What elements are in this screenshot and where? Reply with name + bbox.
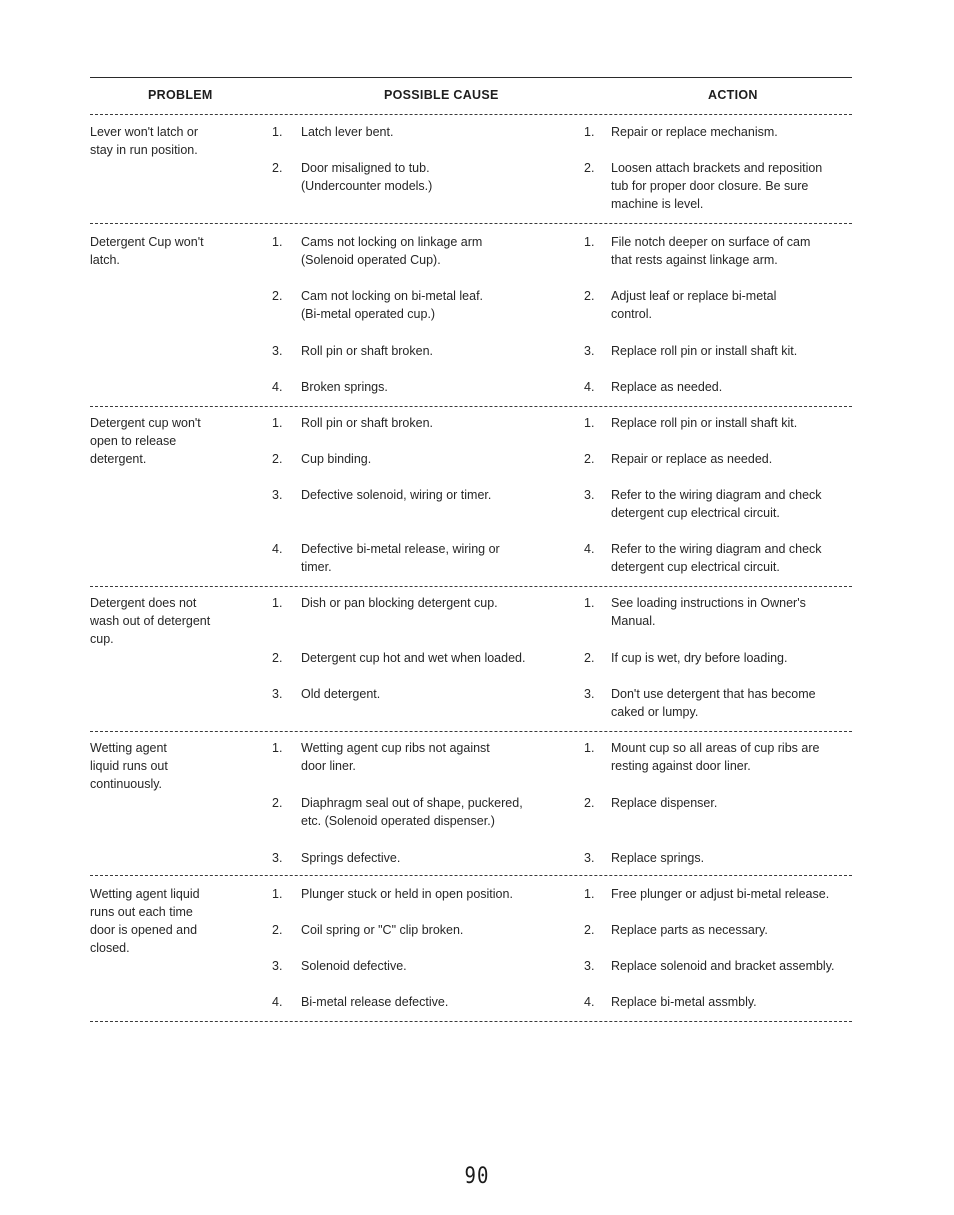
cause-text-line: Bi-metal release defective. [301,995,449,1009]
problem-text [90,594,250,648]
action-text-line: Replace solenoid and bracket assembly. [611,959,835,973]
action-text [611,123,856,141]
action-text-line: Replace dispenser. [611,796,718,810]
action-text-line: Replace roll pin or install shaft kit. [611,416,798,430]
problem-text-line: stay in run position. [90,143,198,157]
cause-text [301,123,571,141]
cause-text-line: Roll pin or shaft broken. [301,416,434,430]
cause-text-line: Solenoid defective. [301,959,407,973]
bottom-rule [90,1021,852,1022]
cause-text [301,739,571,775]
cause-text [301,233,571,269]
action-text [611,685,856,721]
action-number: 3. [584,851,595,865]
problem-text-line: runs out each time [90,905,193,919]
cause-number: 2. [272,796,283,810]
cause-text-line: Old detergent. [301,687,381,701]
cause-text [301,342,571,360]
action-text [611,921,856,939]
problem-text-line: detergent. [90,452,147,466]
problem-text-line: Lever won't latch or [90,125,198,139]
header-rule [90,114,852,115]
action-text-line: Replace bi-metal assmbly. [611,995,757,1009]
cause-number: 1. [272,235,283,249]
cause-text-line: Springs defective. [301,851,401,865]
cause-number: 2. [272,452,283,466]
header-problem: PROBLEM [148,88,213,102]
cause-number: 4. [272,995,283,1009]
action-text-line: File notch deeper on surface of cam [611,235,811,249]
section-divider [90,586,852,587]
cause-text-line: (Solenoid operated Cup). [301,253,441,267]
action-number: 1. [584,887,595,901]
cause-number: 1. [272,741,283,755]
cause-text [301,649,571,667]
header-possible-cause: POSSIBLE CAUSE [384,88,499,102]
problem-text-line: door is opened and [90,923,198,937]
problem-text [90,233,250,269]
action-text [611,794,856,812]
cause-text [301,287,571,323]
section-divider [90,223,852,224]
action-number: 1. [584,741,595,755]
action-number: 2. [584,923,595,937]
action-text [611,594,856,630]
cause-text-line: timer. [301,560,332,574]
cause-text-line: Door misaligned to tub. [301,161,430,175]
cause-text-line: Wetting agent cup ribs not against [301,741,490,755]
problem-text-line: latch. [90,253,120,267]
cause-text-line: (Undercounter models.) [301,179,433,193]
problem-text-line: Wetting agent liquid [90,887,200,901]
cause-text-line: Defective bi-metal release, wiring or [301,542,500,556]
action-text [611,849,856,867]
action-text-line: machine is level. [611,197,704,211]
problem-text [90,885,250,957]
cause-text-line: Defective solenoid, wiring or timer. [301,488,492,502]
cause-text [301,159,571,195]
action-text-line: caked or lumpy. [611,705,699,719]
cause-text-line: Coil spring or "C" clip broken. [301,923,464,937]
action-text-line: tub for proper door closure. Be sure [611,179,809,193]
problem-text-line: continuously. [90,777,163,791]
cause-text-line: door liner. [301,759,356,773]
cause-number: 3. [272,851,283,865]
cause-text-line: Cams not locking on linkage arm [301,235,483,249]
cause-text-line: Roll pin or shaft broken. [301,344,434,358]
action-text [611,486,856,522]
action-text-line: Replace springs. [611,851,705,865]
cause-number: 2. [272,651,283,665]
action-text-line: Loosen attach brackets and reposition [611,161,823,175]
cause-text [301,685,571,703]
cause-text-line: Latch lever bent. [301,125,394,139]
problem-text-line: open to release [90,434,177,448]
cause-number: 3. [272,488,283,502]
cause-number: 1. [272,125,283,139]
action-text [611,993,856,1011]
cause-text-line: (Bi-metal operated cup.) [301,307,436,321]
action-number: 2. [584,651,595,665]
cause-text [301,450,571,468]
action-text-line: Free plunger or adjust bi-metal release. [611,887,830,901]
cause-text-line: Detergent cup hot and wet when loaded. [301,651,526,665]
action-text-line: control. [611,307,652,321]
action-text [611,540,856,576]
action-text-line: Replace parts as necessary. [611,923,768,937]
cause-text [301,594,571,612]
cause-number: 2. [272,161,283,175]
action-number: 3. [584,344,595,358]
section-divider [90,731,852,732]
cause-text [301,378,571,396]
action-text [611,414,856,432]
action-text-line: Mount cup so all areas of cup ribs are [611,741,820,755]
cause-text-line: Cup binding. [301,452,372,466]
problem-text-line: Detergent cup won't [90,416,201,430]
cause-text-line: Diaphragm seal out of shape, puckered, [301,796,523,810]
cause-number: 2. [272,923,283,937]
action-number: 1. [584,235,595,249]
action-text [611,342,856,360]
header-action: ACTION [708,88,758,102]
action-text-line: Replace roll pin or install shaft kit. [611,344,798,358]
cause-text [301,957,571,975]
problem-text-line: liquid runs out [90,759,168,773]
action-text [611,287,856,323]
cause-number: 1. [272,887,283,901]
action-number: 4. [584,380,595,394]
action-text-line: Repair or replace mechanism. [611,125,778,139]
cause-number: 3. [272,959,283,973]
action-text-line: Adjust leaf or replace bi-metal [611,289,777,303]
action-text-line: See loading instructions in Owner's [611,596,806,610]
top-rule [90,77,852,78]
cause-text [301,414,571,432]
action-number: 4. [584,542,595,556]
cause-text-line: Broken springs. [301,380,388,394]
action-number: 4. [584,995,595,1009]
cause-text [301,486,571,504]
problem-text-line: closed. [90,941,130,955]
page-number: 90 [464,1163,490,1189]
action-text [611,885,856,903]
cause-text [301,540,571,576]
problem-text-line: wash out of detergent [90,614,211,628]
action-text-line: Replace as needed. [611,380,723,394]
action-text-line: Refer to the wiring diagram and check [611,488,822,502]
action-number: 2. [584,796,595,810]
problem-text-line: Detergent Cup won't [90,235,204,249]
action-text [611,378,856,396]
cause-number: 3. [272,344,283,358]
cause-number: 1. [272,416,283,430]
problem-text [90,739,250,793]
problem-text-line: Wetting agent [90,741,167,755]
cause-text [301,993,571,1011]
problem-text [90,414,250,468]
action-number: 2. [584,452,595,466]
problem-text-line: Detergent does not [90,596,197,610]
action-text-line: Repair or replace as needed. [611,452,773,466]
cause-number: 2. [272,289,283,303]
action-text [611,957,856,975]
action-text [611,649,856,667]
cause-number: 4. [272,542,283,556]
cause-text-line: Cam not locking on bi-metal leaf. [301,289,484,303]
action-text [611,739,856,775]
cause-number: 1. [272,596,283,610]
action-text-line: Refer to the wiring diagram and check [611,542,822,556]
cause-text [301,921,571,939]
section-divider [90,406,852,407]
action-number: 1. [584,125,595,139]
problem-text-line: cup. [90,632,114,646]
action-number: 2. [584,289,595,303]
action-text-line: If cup is wet, dry before loading. [611,651,788,665]
cause-number: 3. [272,687,283,701]
cause-text-line: Plunger stuck or held in open position. [301,887,513,901]
section-divider [90,875,852,876]
cause-text [301,849,571,867]
action-text-line: resting against door liner. [611,759,751,773]
action-text [611,450,856,468]
action-text-line: detergent cup electrical circuit. [611,560,780,574]
cause-text [301,794,571,830]
action-text [611,159,856,213]
cause-number: 4. [272,380,283,394]
cause-text-line: Dish or pan blocking detergent cup. [301,596,498,610]
problem-text [90,123,250,159]
action-number: 3. [584,687,595,701]
action-text-line: detergent cup electrical circuit. [611,506,780,520]
action-number: 1. [584,596,595,610]
cause-text [301,885,571,903]
action-number: 3. [584,488,595,502]
action-text-line: Manual. [611,614,656,628]
action-text-line: Don't use detergent that has become [611,687,816,701]
action-number: 2. [584,161,595,175]
cause-text-line: etc. (Solenoid operated dispenser.) [301,814,495,828]
action-text-line: that rests against linkage arm. [611,253,778,267]
action-number: 1. [584,416,595,430]
action-number: 3. [584,959,595,973]
action-text [611,233,856,269]
